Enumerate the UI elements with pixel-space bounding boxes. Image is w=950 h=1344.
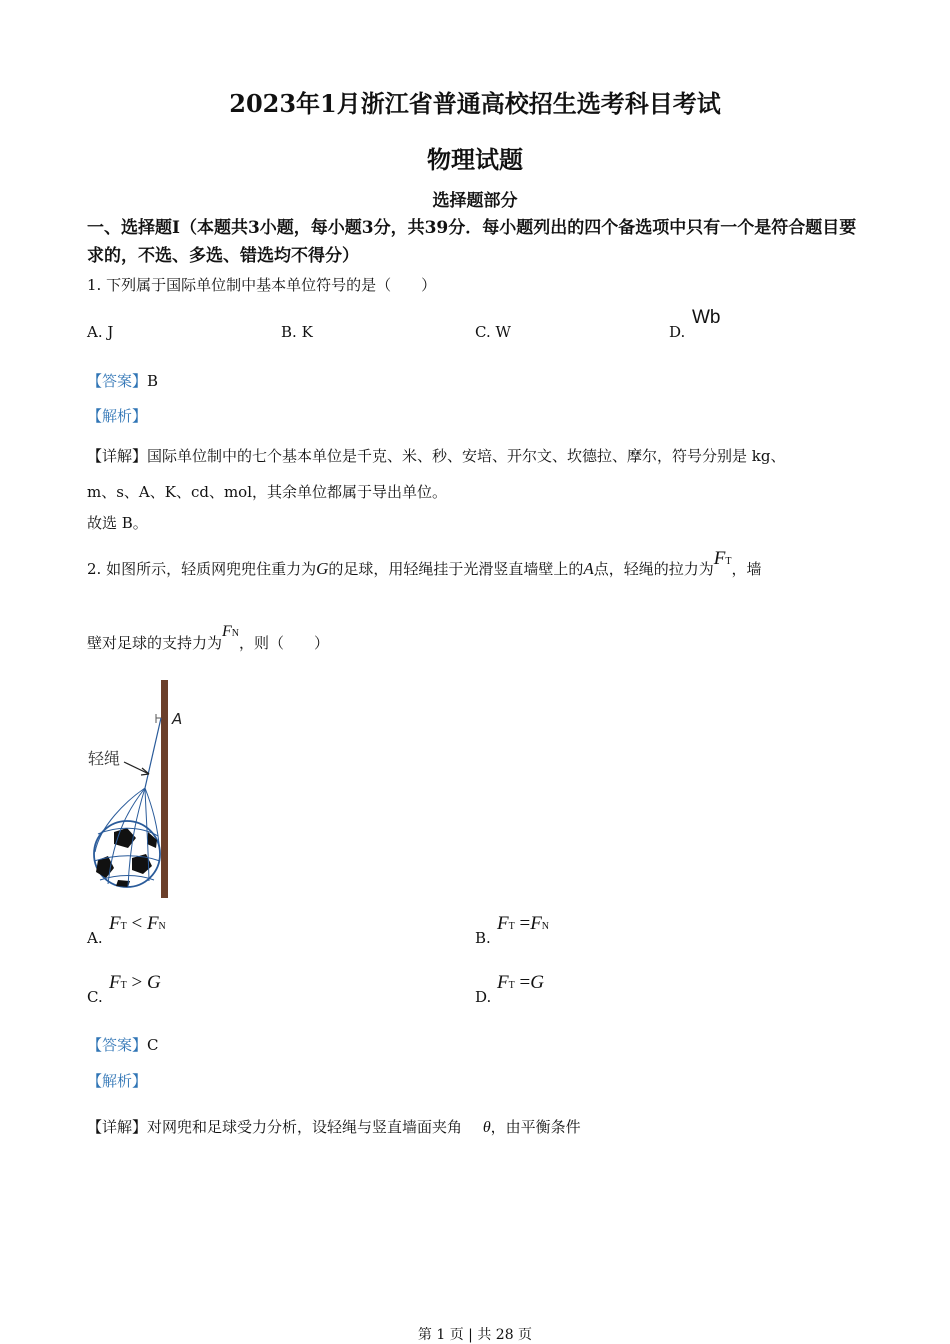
- q1-stem: 1. 下列属于国际单位制中基本单位符号的是（ ）: [87, 276, 437, 294]
- label-a: A: [172, 710, 183, 728]
- q2-option-b-label: B.: [475, 929, 491, 947]
- q2-option-b: FT =FN: [497, 913, 550, 934]
- section-instructions: 一、选择题Ⅰ（本题共3小题，每小题3分，共39分．每小题列出的四个备选项中只有一个是符合题目要求的，不选、多选、错选均不得分）: [87, 218, 857, 266]
- q2-option-d: FT =G: [497, 972, 544, 993]
- q1-option-b: B. K: [281, 323, 313, 341]
- q2-option-d-label: D.: [475, 988, 492, 1006]
- q1-option-d: D.: [669, 323, 686, 341]
- q1-analysis-tag: 【解析】: [87, 407, 148, 425]
- q1-detail: 【详解】国际单位制中的七个基本单位是千克、米、秒、安培、开尔文、坎德拉、摩尔，符号分别是 kg、 m、s、A、K、cd、mol，其余单位都属于导出单位。: [87, 447, 786, 501]
- q2-detail: 【详解】对网兜和足球受力分析，设轻绳与竖直墙面夹角 θ，由平衡条件: [87, 1118, 581, 1136]
- q1-answer: 【答案】B: [87, 372, 159, 390]
- q1-conclusion: 故选 B。: [87, 514, 148, 532]
- q1-option-a: A. J: [87, 323, 114, 341]
- label-rope: 轻绳: [88, 749, 121, 768]
- q2-option-c-label: C.: [87, 988, 103, 1006]
- q2-analysis-tag: 【解析】: [87, 1072, 148, 1090]
- q2-option-a-label: A.: [87, 929, 103, 947]
- rope: [145, 718, 161, 788]
- q1-option-d-value: Wb: [692, 307, 721, 328]
- q1-option-c: C. W: [475, 323, 511, 341]
- q2-stem-line1: 2. 如图所示，轻质网兜兜住重力为G的足球，用轻绳挂于光滑竖直墙壁上的A点，轻绳的拉力为FT，墙: [87, 548, 762, 578]
- q2-option-a: FT < FN: [109, 913, 166, 934]
- section-title: 选择题部分: [432, 191, 518, 211]
- exam-title: 2023年1月浙江省普通高校招生选考科目考试: [229, 89, 721, 118]
- q2-figure-ball-on-wall: [86, 676, 196, 902]
- page-footer: 第 1 页 | 共 28 页: [417, 1327, 533, 1343]
- q2-stem-line2: 壁对足球的支持力为FN，则（ ）: [87, 623, 330, 652]
- subject-title: 物理试题: [427, 145, 523, 174]
- rope-pointer-arrow: [124, 762, 149, 774]
- wall: [161, 680, 168, 898]
- q2-option-c: FT > G: [109, 972, 161, 993]
- q2-answer: 【答案】C: [87, 1036, 159, 1054]
